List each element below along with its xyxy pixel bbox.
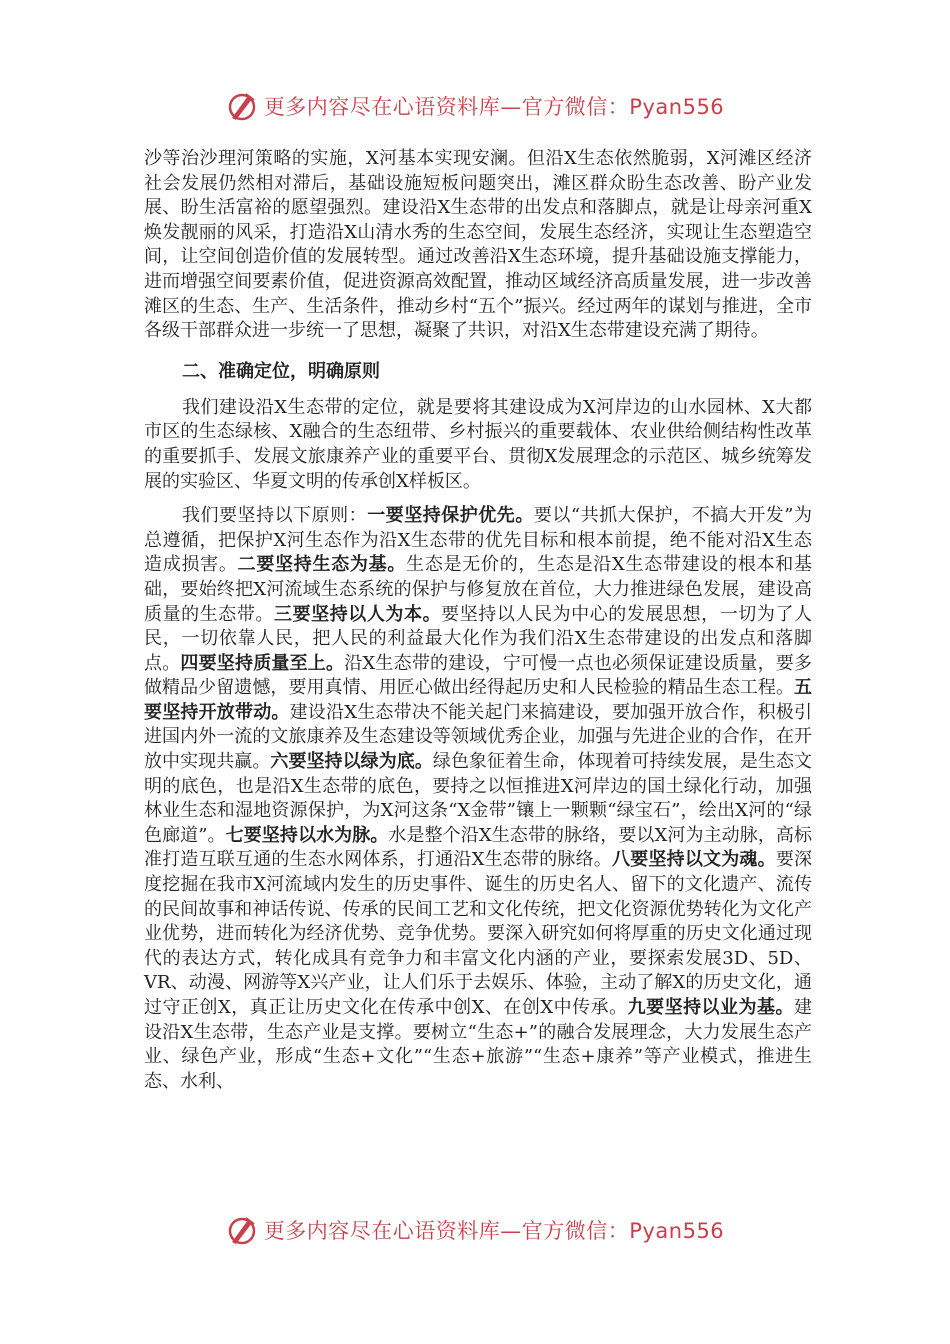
principle-title: 五要坚持开放带动。 <box>144 677 812 723</box>
paragraph-2: 我们建设沿X生态带的定位，就是要将其建设成为X河岸边的山水园林、X大都市区的生态绿核、X融合的生态纽带、乡村振兴的重要载体、农业供给侧结构性改革的重要抓手、发展文旅康养产业的重要平台、贯彻X发展理念的示范区、城乡统筹发展的实验区、华夏文明的传承创X样板区。 <box>144 396 812 492</box>
principle-title: 三要坚持以人为本。 <box>274 603 442 625</box>
principle-title: 四要坚持质量至上。 <box>180 652 345 674</box>
principle-title: 七要坚持以水为脉。 <box>225 824 389 846</box>
header-banner <box>0 86 950 126</box>
footer-banner <box>0 1210 950 1250</box>
document-body <box>144 147 812 1094</box>
section-heading-2: 二、准确定位，明确原则 <box>182 360 380 382</box>
principle-text: 我们要坚持以下原则： <box>182 505 368 527</box>
principle-text: 建设沿X生态带决不能关起门来搞建设，要加强开放合作，积极引进国内外一流的文旅康养及生态建设等领域优秀企业，加强与先进企业的合作，在开放中实现共赢。 <box>144 701 813 773</box>
principle-title: 八要坚持以文为魂。 <box>612 849 776 871</box>
principle-title: 一要坚持保护优先。 <box>367 505 534 527</box>
principle-title: 二要坚持生态为基。 <box>237 554 407 576</box>
quill-pen-icon <box>226 1214 258 1246</box>
paragraph-1: 沙等治沙理河策略的实施，X河基本实现安澜。但沿X生态依然脆弱，X河滩区经济社会发展仍然相对滞后，基础设施短板问题突出，滩区群众盼生态改善、盼产业发展、盼生活富裕的愿望强烈。建设沿X生态带的出发点和落脚点，就是让母亲河重X焕发靓丽的风采，打造沿X山清水秀的生态空间，发展生态经济，实现让生态塑造空间，让空间创造价值的发展转型。通过改善沿X生态环境，提升基础设施支撑能力，进而增强空间要素价值，促进资源高效配置，推动区域经济高质量发展，进一步改善滩区的生态、生产、生活条件，推动乡村“五个”振兴。经过两年的谋划与推进，全市各级干部群众进一步统一了思想，凝聚了共识，对沿X生态带建设充满了期待。 <box>144 148 812 342</box>
principle-text: 要以“共抓大保护，不搞大开发”为总遵循，把保护X河生态作为沿X生态带的优先目标和根本前提，绝不能对沿X生态造成损害。 <box>144 505 813 576</box>
principle-text: 沿X生态带的建设，宁可慢一点也必须保证建设质量，要多做精品少留遗憾，要用真情、用匠心做出经得起历史和人民检验的精品生态工程。 <box>144 652 813 699</box>
banner-text: 更多内容尽在心语资料库—官方微信：Pyan556 <box>263 1219 725 1243</box>
principle-text: 要深度挖掘在我市X河流域内发生的历史事件、诞生的历史名人、留下的文化遗产、流传的民间故事和神话传说、传承的民间工艺和文化传统，把文化资源优势转化为文化产业优势，进而转化为经济优势、竞争优势。要深入研究如何将厚重的历史文化通过现代的表达方式，转化成具有竞争力和丰富文化内涵的产业，要探索发展3D、5D、VR、动漫、网游等X兴产业，让人们乐于去娱乐、体验，主动了解X的历史文化，通过守正创X，真正让历史文化在传承中创X、在创X中传承。 <box>144 849 813 1018</box>
principle-title: 九要坚持以业为基。 <box>627 997 794 1018</box>
principle-text: 水是整个沿X生态带的脉络，要以X河为主动脉，高标准打造互联互通的生态水网体系，打通沿X生态带的脉络。 <box>144 824 813 871</box>
principles-paragraph <box>144 504 812 1094</box>
principle-text: 建设沿X生态带，生态产业是支撑。要树立“生态+”的融合发展理念，大力发展生态产业、绿色产业，形成“生态+文化”“生态+旅游”“生态+康养”等产业模式，推进生态、水利、 <box>144 997 812 1092</box>
banner-text: 更多内容尽在心语资料库—官方微信：Pyan556 <box>263 95 725 119</box>
quill-pen-icon <box>226 90 258 122</box>
principle-text: 绿色象征着生命，体现着可持续发展，是生态文明的底色，也是沿X生态带的底色，要持之以恒推进X河岸边的国土绿化行动，加强林业生态和湿地资源保护，为X河这条“X金带”镶上一颗颗“绿宝石”，绘出X河的“绿色廊道”。 <box>144 751 812 846</box>
principle-title: 六要坚持以绿为底。 <box>270 751 433 773</box>
principle-text: 生态是无价的，生态是沿X生态带建设的根本和基础，要始终把X河流域生态系统的保护与修复放在首位，大力推进绿色发展，建设高质量的生态带。 <box>144 554 813 625</box>
principle-text: 要坚持以人民为中心的发展思想，一切为了人民，一切依靠人民，把人民的利益最大化作为我们沿X生态带建设的出发点和落脚点。 <box>144 603 813 674</box>
